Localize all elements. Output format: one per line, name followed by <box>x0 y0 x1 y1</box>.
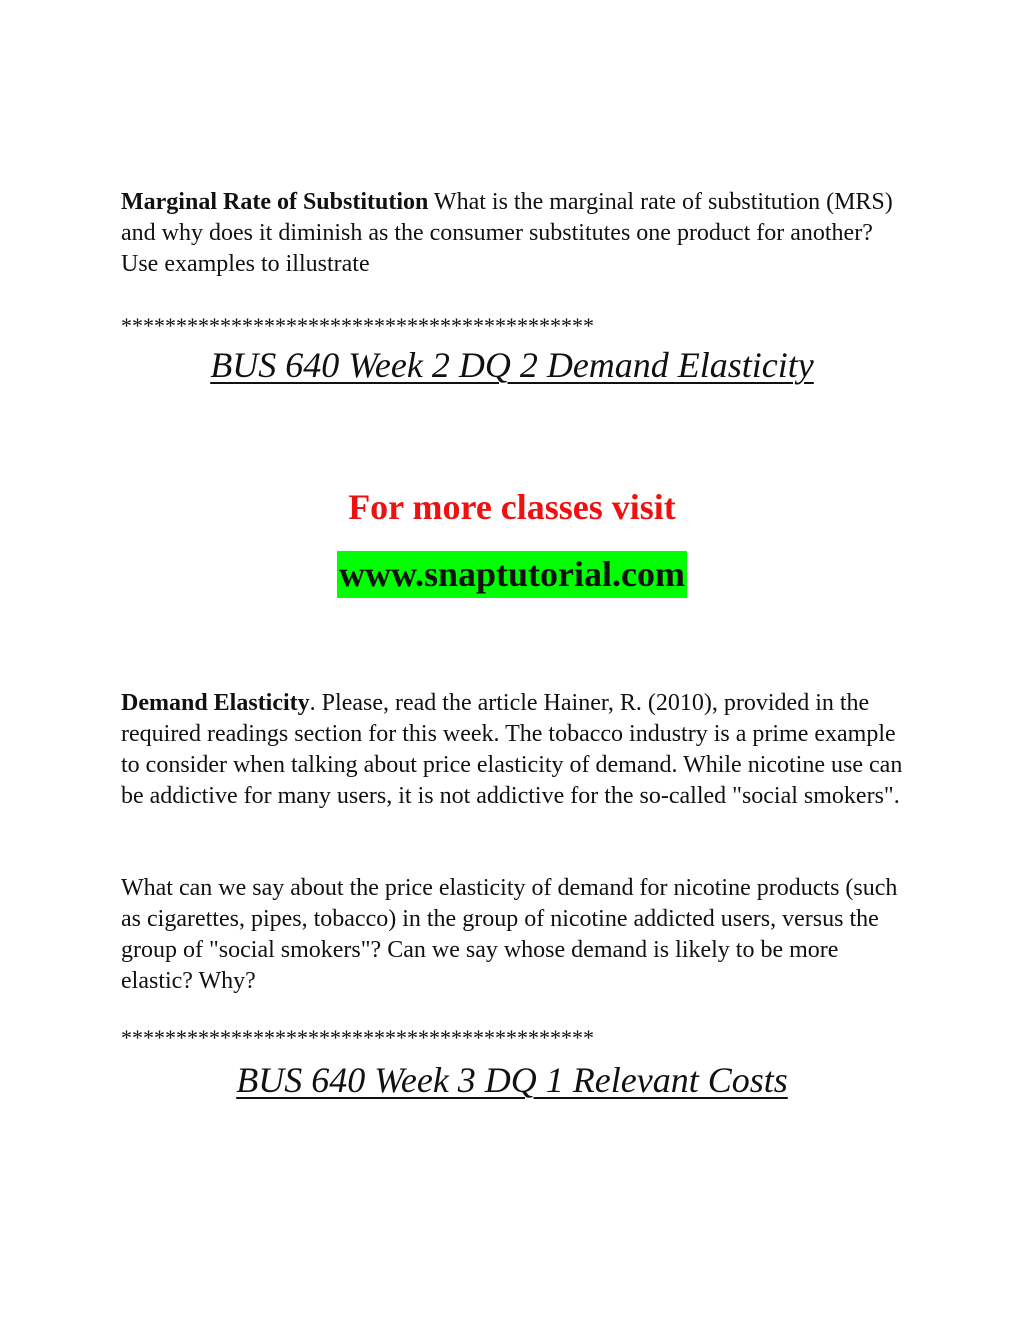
heading-week2-demand-elasticity: BUS 640 Week 2 DQ 2 Demand Elasticity <box>210 345 814 385</box>
promo-visit-text <box>0 485 1024 529</box>
promo-url-row <box>0 551 1024 598</box>
demand-text-1: . Please, read the article Hainer, R. (2010), provided in the required readings section for this week. The tobacco industry is a prime example to consider when talking about price elasticity of demand. While nicotine use can be addictive for many users, it is not addictive for the so-called "social smokers". <box>121 690 903 809</box>
mrs-question: What is the marginal rate of substitution (MRS) and why does it diminish as the consumer substitutes one product for another? Use examples to illustrate <box>121 189 893 277</box>
separator-stars-2: ******************************************* <box>121 1025 594 1050</box>
promo-visit-label: For more classes visit <box>348 487 676 527</box>
mrs-term: Marginal Rate of Substitution <box>121 189 429 215</box>
demand-term: Demand Elasticity <box>121 690 310 716</box>
demand-paragraph-1 <box>121 688 911 812</box>
demand-paragraph-2: What can we say about the price elasticity of demand for nicotine products (such as cigarettes, pipes, tobacco) in the group of nicotine addicted users, versus the group of "social smokers"? Can we say whose demand is likely to be more elastic? Why? <box>121 875 898 994</box>
heading-week3-relevant-costs: BUS 640 Week 3 DQ 1 Relevant Costs <box>236 1060 788 1100</box>
promo-url-link[interactable]: www.snaptutorial.com <box>337 551 687 598</box>
mrs-paragraph <box>121 187 911 280</box>
separator-stars-1: ******************************************* <box>121 313 594 338</box>
